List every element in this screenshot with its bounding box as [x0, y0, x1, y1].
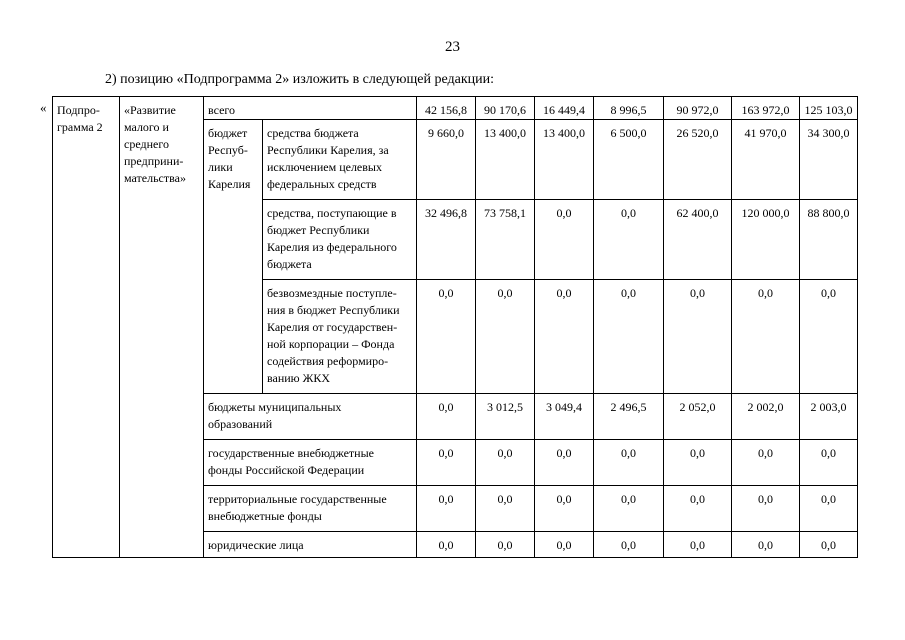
value-cell: 0,0: [535, 440, 594, 486]
budget-rk-line: бюджет: [208, 126, 248, 140]
value-cell: 8 996,5: [594, 97, 664, 120]
value-cell: 32 496,8: [417, 200, 476, 280]
value-cell: 0,0: [664, 486, 732, 532]
value-cell: 41 970,0: [732, 120, 800, 200]
value-cell: 0,0: [535, 280, 594, 394]
financing-table: [52, 96, 858, 558]
value-cell: 0,0: [800, 532, 858, 558]
value-cell: 0,0: [476, 280, 535, 394]
value-cell: 163 972,0: [732, 97, 800, 120]
value-cell: 0,0: [664, 280, 732, 394]
source-label-line: содействия реформиро-: [267, 354, 389, 368]
opening-quote: «: [40, 100, 47, 115]
value-cell: 90 972,0: [664, 97, 732, 120]
source-label: [204, 486, 417, 532]
value-cell: 16 449,4: [535, 97, 594, 120]
source-label-line: ния в бюджет Республики: [267, 303, 400, 317]
value-cell: 0,0: [800, 440, 858, 486]
source-label-line: фонды Российской Федерации: [208, 463, 365, 477]
subprogram-name-line: среднего: [124, 137, 169, 151]
value-cell: 0,0: [476, 532, 535, 558]
value-cell: 0,0: [476, 440, 535, 486]
value-cell: 6 500,0: [594, 120, 664, 200]
source-label-line: государственные внебюджетные: [208, 446, 374, 460]
source-label: [204, 440, 417, 486]
source-label-line: федеральных средств: [267, 177, 377, 191]
value-cell: 0,0: [664, 440, 732, 486]
intro-text: 2) позицию «Подпрограмма 2» изложить в следующей редакции:: [105, 72, 495, 87]
source-label-line: ванию ЖКХ: [267, 371, 331, 385]
budget-rk-line: лики: [208, 160, 233, 174]
value-cell: 0,0: [535, 532, 594, 558]
value-cell: 13 400,0: [535, 120, 594, 200]
value-cell: 0,0: [732, 486, 800, 532]
value-cell: 88 800,0: [800, 200, 858, 280]
value-cell: 0,0: [476, 486, 535, 532]
value-cell: 90 170,6: [476, 97, 535, 120]
value-cell: 62 400,0: [664, 200, 732, 280]
value-cell: 13 400,0: [476, 120, 535, 200]
value-cell: 0,0: [800, 280, 858, 394]
value-cell: 0,0: [732, 280, 800, 394]
value-cell: 125 103,0: [800, 97, 858, 120]
value-cell: 26 520,0: [664, 120, 732, 200]
subprogram-name-line: малого и: [124, 120, 169, 134]
subprogram-line: Подпро-: [57, 103, 100, 117]
value-cell: 3 049,4: [535, 394, 594, 440]
value-cell: 0,0: [594, 280, 664, 394]
value-cell: 0,0: [594, 440, 664, 486]
subprogram-name-line: предприни-: [124, 154, 184, 168]
value-cell: 0,0: [594, 200, 664, 280]
source-label-line: безвозмездные поступле-: [267, 286, 397, 300]
value-cell: 42 156,8: [417, 97, 476, 120]
value-cell: 3 012,5: [476, 394, 535, 440]
value-cell: 9 660,0: [417, 120, 476, 200]
source-label-line: всего: [208, 103, 236, 117]
value-cell: 2 003,0: [800, 394, 858, 440]
value-cell: 0,0: [417, 486, 476, 532]
value-cell: 2 496,5: [594, 394, 664, 440]
table-row: [53, 97, 858, 120]
source-label: [204, 532, 417, 558]
page-number: 23: [445, 39, 460, 55]
value-cell: 0,0: [417, 394, 476, 440]
source-label-line: средства, поступающие в: [267, 206, 397, 220]
value-cell: 0,0: [417, 440, 476, 486]
value-cell: 0,0: [732, 532, 800, 558]
budget-rk-line: Респуб-: [208, 143, 248, 157]
source-label-line: бюджета: [267, 257, 312, 271]
source-label-line: Республики Карелия, за: [267, 143, 389, 157]
source-label-line: бюджеты муниципальных: [208, 400, 342, 414]
source-label-line: юридические лица: [208, 538, 304, 552]
source-label: [204, 97, 417, 120]
value-cell: 0,0: [594, 486, 664, 532]
value-cell: 120 000,0: [732, 200, 800, 280]
value-cell: 2 052,0: [664, 394, 732, 440]
value-cell: 0,0: [594, 532, 664, 558]
value-cell: 2 002,0: [732, 394, 800, 440]
subprogram-name-cell: [120, 97, 204, 558]
subprogram-name-line: мательства»: [124, 171, 186, 185]
source-label-line: ной корпорации – Фонда: [267, 337, 395, 351]
source-label-line: бюджет Республики: [267, 223, 370, 237]
budget-rk-cell: [204, 120, 263, 394]
source-label-line: Карелия от государствен-: [267, 320, 398, 334]
value-cell: 34 300,0: [800, 120, 858, 200]
budget-rk-line: Карелия: [208, 177, 251, 191]
table-body: [53, 97, 858, 558]
value-cell: 0,0: [800, 486, 858, 532]
value-cell: 0,0: [417, 532, 476, 558]
value-cell: 0,0: [535, 200, 594, 280]
subprogram-name-line: «Развитие: [124, 103, 176, 117]
source-label: [204, 394, 417, 440]
subprogram-line: грамма 2: [57, 120, 103, 134]
subprogram-cell: [53, 97, 120, 558]
source-label-line: средства бюджета: [267, 126, 359, 140]
value-cell: 0,0: [417, 280, 476, 394]
value-cell: 0,0: [732, 440, 800, 486]
source-label-line: образований: [208, 417, 273, 431]
source-label-line: внебюджетные фонды: [208, 509, 322, 523]
value-cell: 73 758,1: [476, 200, 535, 280]
source-label: [263, 280, 417, 394]
source-label-line: территориальные государственные: [208, 492, 387, 506]
source-label: [263, 200, 417, 280]
source-label-line: Карелия из федерального: [267, 240, 397, 254]
source-label: [263, 120, 417, 200]
source-label-line: исключением целевых: [267, 160, 382, 174]
value-cell: 0,0: [664, 532, 732, 558]
value-cell: 0,0: [535, 486, 594, 532]
